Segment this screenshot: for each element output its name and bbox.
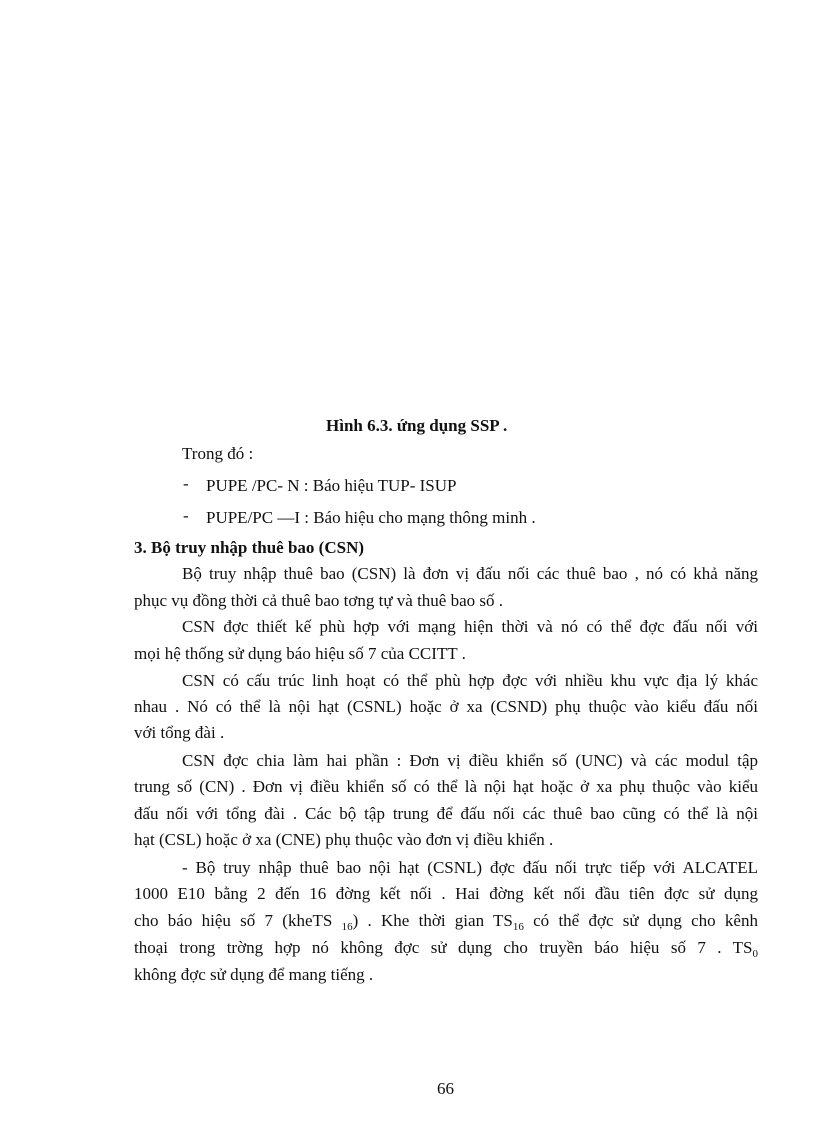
paragraph-line: nhau . Nó có thể là nội hạt (CSNL) hoặc ở xa (CSND) phụ thuộc vào kiểu đấu nối — [134, 697, 758, 716]
paragraph-line — [134, 911, 758, 937]
paragraph-line: hạt (CSL) hoặc ở xa (CNE) phụ thuộc vào đơn vị điều khiển . — [134, 830, 554, 849]
text-segment: có thể đợc sử dụng cho kênh — [523, 911, 758, 930]
text-segment: ) . Khe thời gian TS — [352, 911, 513, 930]
paragraph-line: Bộ truy nhập thuê bao (CSN) là đơn vị đấu nối các thuê bao , nó có khả năng — [182, 564, 758, 583]
paragraph-line: 1000 E10 bằng 2 đến 16 đờng kết nối . Hai đờng kết nối đầu tiên đợc sử dụng — [134, 884, 758, 903]
paragraph-line: với tổng đài . — [134, 723, 225, 742]
section-heading: 3. Bộ truy nhập thuê bao (CSN) — [134, 538, 365, 557]
bullet-mark: - — [183, 474, 189, 493]
page-number: 66 — [437, 1079, 454, 1098]
subscript: 0 — [752, 948, 758, 960]
paragraph-line: - Bộ truy nhập thuê bao nội hạt (CSNL) đợc đấu nối trực tiếp với ALCATEL — [182, 858, 758, 877]
bullet-mark: - — [183, 506, 189, 525]
paragraph-line: CSN đợc chia làm hai phần : Đơn vị điều khiển số (UNC) và các modul tập — [182, 751, 758, 770]
text-segment: cho báo hiệu số 7 (kheTS — [134, 911, 342, 930]
paragraph-line — [134, 938, 758, 964]
paragraph-line: CSN đợc thiết kế phù hợp với mạng hiện thời và nó có thể đợc đấu nối với — [182, 617, 758, 636]
bullet-text: PUPE /PC- N : Báo hiệu TUP- ISUP — [206, 476, 457, 495]
paragraph-line: trung số (CN) . Đơn vị điều khiển số có thể là nội hạt hoặc ở xa phụ thuộc vào kiểu — [134, 777, 758, 796]
paragraph-line: không đợc sử dụng để mang tiếng . — [134, 965, 374, 984]
paragraph-line: phục vụ đồng thời cả thuê bao tơng tự và thuê bao số . — [134, 591, 504, 610]
subscript: 16 — [512, 921, 524, 933]
figure-caption: Hình 6.3. ứng dụng SSP . — [326, 416, 508, 435]
paragraph-line: mọi hệ thống sử dụng báo hiệu số 7 của CCITT . — [134, 644, 466, 663]
intro-text: Trong đó : — [182, 444, 254, 463]
paragraph-line: đấu nối với tổng đài . Các bộ tập trung để đấu nối các thuê bao cũng có thể là nội — [134, 804, 758, 823]
text-segment: thoại trong trờng hợp nó không đợc sử dụng cho truyền báo hiệu số 7 . TS — [134, 938, 753, 957]
bullet-text: PUPE/PC —I : Báo hiệu cho mạng thông minh . — [206, 508, 536, 527]
subscript: 16 — [341, 921, 353, 933]
paragraph-line: CSN có cấu trúc linh hoạt có thể phù hợp đợc với nhiều khu vực địa lý khác — [182, 671, 758, 690]
